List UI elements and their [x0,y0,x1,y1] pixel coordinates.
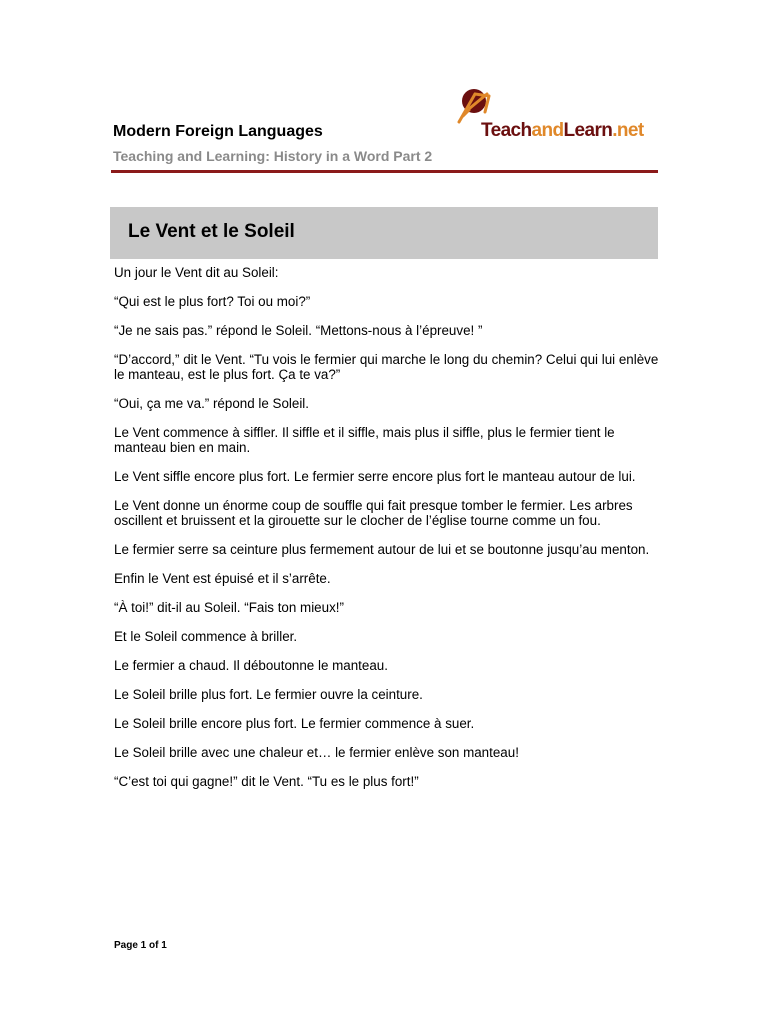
document-title: Le Vent et le Soleil [128,221,295,242]
paragraph: “C’est toi qui gagne!” dit le Vent. “Tu es le plus fort!” [114,774,419,789]
logo-text-learn: Learn [563,120,613,141]
paragraph: Le Vent donne un énorme coup de souffle qui fait presque tomber le fermier. Les arbres oscillent et bruissent et la girouette sur le clocher de l’église tourne comme un fou. [114,498,633,528]
story-body [114,265,659,803]
logo-text-teach: Teach [481,120,532,141]
paragraph: “Oui, ça me va.” répond le Soleil. [114,396,309,411]
section-subheading: Teaching and Learning: History in a Word Part 2 [113,148,433,164]
teachandlearn-logo [445,84,644,146]
paragraph: Enfin le Vent est épuisé et il s’arrête. [114,571,331,586]
paragraph: Un jour le Vent dit au Soleil: [114,265,279,280]
paragraph: Et le Soleil commence à briller. [114,629,298,644]
section-heading: Modern Foreign Languages [113,123,323,140]
paragraph: Le Soleil brille avec une chaleur et… le fermier enlève son manteau! [114,745,519,760]
header-divider [111,170,658,173]
paragraph: “Je ne sais pas.” répond le Soleil. “Mettons-nous à l’épreuve! ” [114,323,483,338]
paragraph: Le Vent siffle encore plus fort. Le fermier serre encore plus fort le manteau autour de lui. [114,469,636,484]
paragraph: Le Soleil brille plus fort. Le fermier ouvre la ceinture. [114,687,423,702]
paragraph: Le fermier a chaud. Il déboutonne le manteau. [114,658,388,673]
paragraph: “D’accord,” dit le Vent. “Tu vois le fermier qui marche le long du chemin? Celui qui lui enlève le manteau, est le plus fort. Ça te va?” [114,352,659,382]
logo-text-and: and [531,120,564,141]
document-title-band [110,207,658,259]
logo-wordmark [481,120,644,142]
paragraph: “À toi!” dit-il au Soleil. “Fais ton mieux!” [114,600,344,615]
page-number: Page 1 of 1 [114,940,167,951]
paragraph: Le Soleil brille encore plus fort. Le fermier commence à suer. [114,716,475,731]
paragraph: Le fermier serre sa ceinture plus fermement autour de lui et se boutonne jusqu’au menton. [114,542,650,557]
paragraph: “Qui est le plus fort? Toi ou moi?” [114,294,311,309]
paragraph: Le Vent commence à siffler. Il siffle et il siffle, mais plus il siffle, plus le fermier tient le manteau bien en main. [114,425,615,455]
logo-text-net: .net [612,120,644,141]
